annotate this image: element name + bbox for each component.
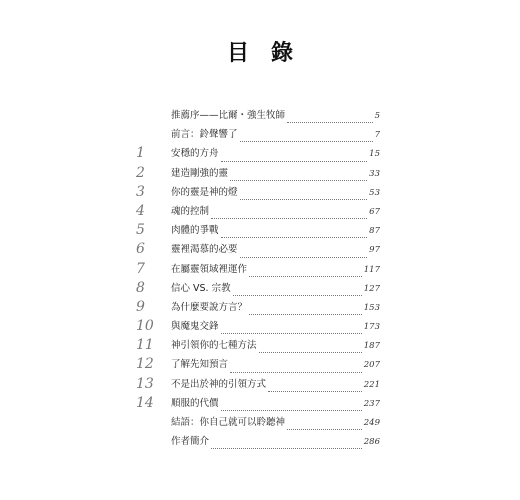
page-number: 286 <box>363 437 380 448</box>
entry-label: 魂的控制 <box>171 205 210 217</box>
dot-leader <box>221 333 362 334</box>
toc-entry[interactable] <box>140 432 380 451</box>
dot-leader <box>240 199 368 200</box>
dot-leader <box>287 429 362 430</box>
table-of-contents <box>136 106 380 451</box>
chapter-number: 8 <box>136 279 145 296</box>
entry-label: 推薦序——比爾・強生牧師 <box>171 110 286 121</box>
toc-entry[interactable] <box>136 317 380 336</box>
entry-label: 信心 VS. 宗教 <box>171 282 231 294</box>
toc-entry[interactable] <box>136 164 380 183</box>
dot-leader <box>230 372 362 373</box>
entry-label: 為什麼要說方言？ <box>171 301 248 313</box>
title-char-2: 錄 <box>271 40 294 66</box>
dot-leader <box>240 257 368 258</box>
chapter-number: 4 <box>136 202 145 219</box>
chapter-number: 13 <box>136 375 154 392</box>
toc-entry[interactable] <box>136 336 380 355</box>
chapter-number: 7 <box>136 260 145 277</box>
dot-leader <box>221 161 368 162</box>
entry-label: 安穩的方舟 <box>171 148 219 160</box>
chapter-number: 12 <box>136 356 154 373</box>
page-number: 87 <box>369 226 380 237</box>
toc-entry[interactable] <box>136 183 380 202</box>
dot-leader <box>221 237 368 238</box>
dot-leader <box>211 218 367 219</box>
toc-entry[interactable] <box>140 106 380 125</box>
entry-label: 與魔鬼交鋒 <box>171 321 219 333</box>
page-number: 249 <box>363 418 380 428</box>
page-number: 221 <box>363 379 380 390</box>
toc-entry[interactable] <box>136 279 380 298</box>
toc-entry[interactable] <box>136 260 380 279</box>
dot-leader <box>240 141 373 142</box>
entry-label: 前言：鈴聲響了 <box>171 129 238 141</box>
chapter-number: 5 <box>136 222 145 239</box>
toc-entry[interactable] <box>140 125 380 144</box>
chapter-number: 6 <box>136 241 145 258</box>
chapter-number: 10 <box>136 318 154 335</box>
entry-label: 靈裡渴慕的必要 <box>171 244 238 256</box>
page-number: 5 <box>374 111 380 121</box>
page-number: 117 <box>363 264 380 275</box>
page-number: 67 <box>369 206 380 217</box>
page-number: 127 <box>363 283 380 294</box>
chapter-number: 11 <box>136 337 154 354</box>
entry-label: 作者簡介 <box>171 436 210 448</box>
page-number: 53 <box>369 187 380 198</box>
toc-entry[interactable] <box>136 144 380 163</box>
entry-label: 了解先知預言 <box>171 359 229 371</box>
dot-leader <box>211 448 362 449</box>
dot-leader <box>249 314 362 315</box>
page-number: 33 <box>369 168 380 179</box>
toc-entry[interactable] <box>136 240 380 259</box>
entry-label: 你的靈是神的燈 <box>171 186 238 198</box>
entry-label: 建造剛強的靈 <box>171 167 229 179</box>
page-number: 153 <box>363 302 380 313</box>
toc-entry[interactable] <box>136 221 380 240</box>
toc-entry[interactable] <box>136 355 380 374</box>
toc-entry[interactable] <box>140 413 380 432</box>
toc-entry[interactable] <box>136 375 380 394</box>
dot-leader <box>268 391 362 392</box>
chapter-number: 3 <box>136 183 145 200</box>
chapter-number: 2 <box>136 164 145 181</box>
page-number: 187 <box>363 341 380 352</box>
chapter-number: 9 <box>136 298 145 315</box>
page-number: 15 <box>369 149 380 160</box>
entry-label: 在屬靈領域裡運作 <box>171 263 248 275</box>
entry-label: 神引領你的七種方法 <box>171 340 257 352</box>
page-number: 237 <box>363 398 380 409</box>
dot-leader <box>221 410 362 411</box>
dot-leader <box>259 352 362 353</box>
entry-label: 不是出於神的引領方式 <box>171 378 267 390</box>
page-number: 97 <box>369 245 380 256</box>
entry-label: 順服的代價 <box>171 397 219 409</box>
dot-leader <box>249 276 362 277</box>
toc-entry[interactable] <box>136 298 380 317</box>
page-number: 7 <box>374 130 380 141</box>
page-title <box>0 36 520 67</box>
dot-leader <box>230 180 367 181</box>
dot-leader <box>233 295 362 296</box>
dot-leader <box>287 122 373 123</box>
entry-label: 結語：你自己就可以聆聽神 <box>171 417 286 428</box>
chapter-number: 1 <box>136 145 145 162</box>
page-number: 173 <box>363 322 380 333</box>
toc-entry[interactable] <box>136 394 380 413</box>
chapter-number: 14 <box>136 394 154 411</box>
toc-entry[interactable] <box>136 202 380 221</box>
entry-label: 肉體的爭戰 <box>171 225 219 237</box>
page-number: 207 <box>363 360 380 371</box>
title-char-1: 目 <box>226 40 249 66</box>
